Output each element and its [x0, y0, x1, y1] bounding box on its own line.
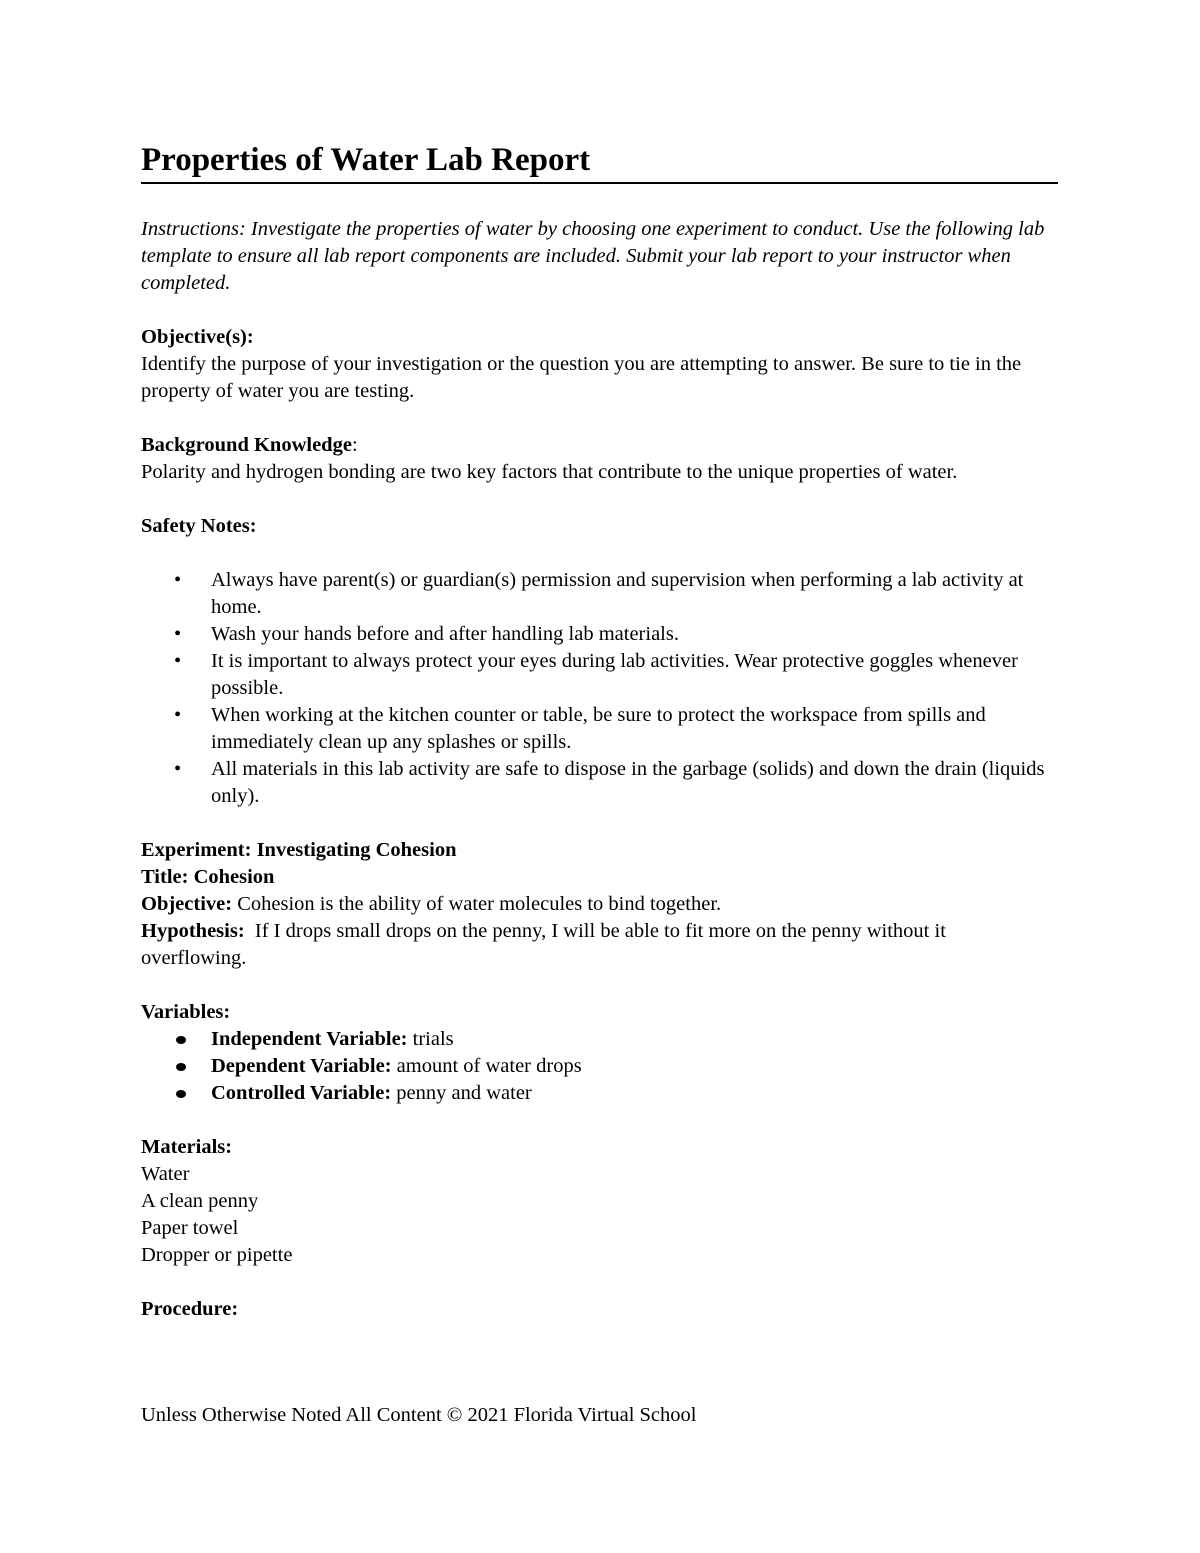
objectives-heading: Objective(s): — [141, 326, 254, 348]
safety-item — [141, 621, 1051, 648]
copyright-footer: Unless Otherwise Noted All Content © 2021 Florida Virtual School — [141, 1404, 697, 1426]
materials-list — [141, 1161, 1061, 1269]
procedure-heading: Procedure: — [141, 1298, 239, 1320]
safety-item-text: It is important to always protect your eyes during lab activities. Wear protective goggles whenever possible. — [211, 650, 1018, 699]
variables-heading: Variables: — [141, 1001, 231, 1023]
variable-value: trials — [412, 1028, 454, 1050]
variable-item — [141, 1080, 1061, 1107]
safety-item — [141, 648, 1051, 702]
experiment-hypothesis-label: Hypothesis: — [141, 920, 245, 942]
safety-item — [141, 567, 1051, 621]
background-heading — [141, 432, 1061, 459]
safety-item-text: When working at the kitchen counter or table, be sure to protect the workspace from spills and immediately clean up any splashes or spills. — [211, 704, 986, 753]
experiment-title-label: Title: — [141, 866, 189, 888]
variable-value: amount of water drops — [396, 1055, 582, 1077]
lab-report-page — [141, 140, 1061, 1323]
bullet-icon: • — [174, 704, 182, 726]
material-item: Paper towel — [141, 1217, 239, 1239]
variable-label: Controlled Variable: — [211, 1082, 392, 1104]
experiment-objective-value: Cohesion is the ability of water molecules to bind together. — [237, 893, 722, 915]
page-title: Properties of Water Lab Report — [141, 140, 1058, 184]
material-item: A clean penny — [141, 1190, 259, 1212]
bullet-icon: • — [174, 569, 182, 591]
variables-list — [141, 1026, 1061, 1107]
experiment-hypothesis-line — [141, 918, 1051, 972]
background-heading-label: Background Knowledge — [141, 434, 352, 456]
instructions-text: Instructions: Investigate the properties of water by choosing one experiment to conduct. Use the following lab template to ensure all lab report components are included. Submit your lab report to your instructor when completed. — [141, 218, 1045, 294]
variable-label: Dependent Variable: — [211, 1055, 392, 1077]
bullet-icon: • — [174, 758, 182, 780]
safety-heading: Safety Notes: — [141, 515, 257, 537]
background-heading-colon: : — [351, 434, 358, 456]
bullet-dot-icon — [176, 1090, 186, 1098]
bullet-dot-icon — [176, 1036, 186, 1044]
background-text: Polarity and hydrogen bonding are two key factors that contribute to the unique properties of water. — [141, 461, 958, 483]
safety-item — [141, 702, 1051, 756]
safety-item-text: Wash your hands before and after handling lab materials. — [211, 623, 679, 645]
variable-item — [141, 1053, 1061, 1080]
bullet-icon: • — [174, 623, 182, 645]
experiment-hypothesis-value: If I drops small drops on the penny, I will be able to fit more on the penny without it overflowing. — [141, 920, 946, 969]
objectives-text: Identify the purpose of your investigation or the question you are attempting to answer. Be sure to tie in the property of water you are testing. — [141, 353, 1022, 402]
safety-list — [141, 567, 1061, 810]
variable-label: Independent Variable: — [211, 1028, 408, 1050]
experiment-heading: Experiment: Investigating Cohesion — [141, 839, 457, 861]
safety-item-text: Always have parent(s) or guardian(s) permission and supervision when performing a lab activity at home. — [211, 569, 1024, 618]
experiment-objective-line — [141, 891, 1051, 918]
safety-item-text: All materials in this lab activity are safe to dispose in the garbage (solids) and down the drain (liquids only). — [211, 758, 1045, 807]
variable-value: penny and water — [396, 1082, 532, 1104]
material-item: Dropper or pipette — [141, 1244, 293, 1266]
experiment-section — [141, 837, 1061, 972]
experiment-title-value: Cohesion — [193, 866, 275, 888]
experiment-objective-label: Objective: — [141, 893, 233, 915]
experiment-title-line — [141, 864, 1051, 891]
material-item: Water — [141, 1163, 190, 1185]
bullet-icon: • — [174, 650, 182, 672]
safety-item — [141, 756, 1051, 810]
variable-item — [141, 1026, 1061, 1053]
bullet-dot-icon — [176, 1063, 186, 1071]
materials-heading: Materials: — [141, 1136, 233, 1158]
